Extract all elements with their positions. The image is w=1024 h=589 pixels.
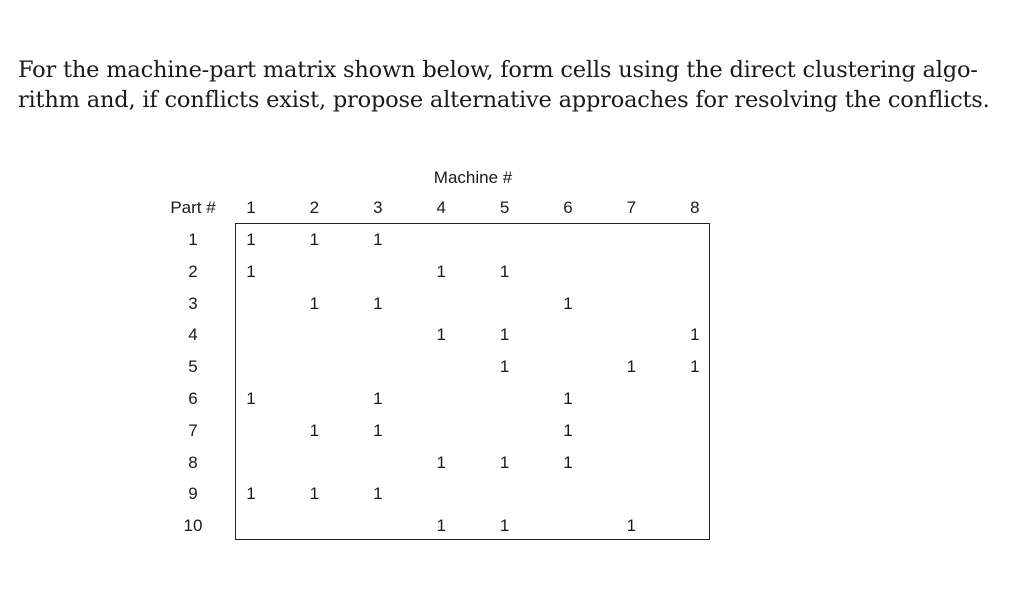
matrix-cell: 1 [373, 484, 383, 504]
matrix-cell: 1 [499, 325, 510, 345]
matrix-cell: 1 [436, 452, 446, 472]
matrix-cell: 1 [246, 484, 256, 504]
part-row-label: 9 [188, 484, 198, 504]
matrix-cell: 1 [690, 325, 700, 345]
matrix-cell: 1 [499, 452, 510, 472]
matrix-cell: 1 [373, 230, 383, 249]
part-row-label: 5 [188, 357, 198, 377]
problem-line-1: For the machine-part matrix shown below, form cells using the direct clustering algo- [18, 57, 978, 83]
machine-header: Machine # [433, 168, 513, 187]
problem-line-2: rithm and, if conflicts exist, propose alternative approaches for resolving the conflicts. [18, 87, 990, 113]
part-row-label: 4 [188, 325, 198, 345]
matrix-cell: 1 [563, 293, 573, 313]
matrix-cell: 1 [563, 452, 573, 472]
matrix-cell: 1 [246, 261, 256, 281]
matrix-cell: 1 [373, 293, 383, 313]
matrix-cell: 1 [246, 230, 256, 249]
part-header: Part # [170, 198, 216, 217]
part-row-label: 7 [188, 420, 198, 440]
matrix-cell: 1 [499, 516, 510, 536]
matrix-cell: 1 [436, 325, 446, 345]
machine-column-header: 1 [246, 198, 256, 217]
machine-column-header: 5 [499, 198, 510, 217]
matrix-cell: 1 [626, 357, 637, 377]
part-row-label: 1 [188, 230, 198, 249]
machine-column-header: 8 [690, 198, 700, 217]
part-row-label: 2 [188, 261, 198, 281]
matrix-cell: 1 [373, 420, 383, 440]
part-row-label: 6 [188, 389, 198, 408]
matrix-cell: 1 [373, 389, 383, 408]
matrix-cell: 1 [309, 484, 320, 504]
matrix-cell: 1 [499, 357, 510, 377]
matrix-cell: 1 [563, 420, 573, 440]
matrix-cell: 1 [499, 261, 510, 281]
matrix-cell: 1 [690, 357, 700, 377]
matrix-cell: 1 [563, 389, 573, 408]
machine-column-header: 7 [626, 198, 637, 217]
matrix-cell: 1 [246, 389, 256, 408]
matrix-border [235, 223, 710, 540]
machine-column-header: 4 [436, 198, 446, 217]
matrix-cell: 1 [436, 516, 446, 536]
part-row-label: 8 [188, 452, 198, 472]
matrix-cell: 1 [309, 420, 320, 440]
matrix-cell: 1 [436, 261, 446, 281]
part-row-label: 10 [183, 516, 203, 536]
machine-column-header: 2 [309, 198, 320, 217]
matrix-cell: 1 [309, 230, 320, 249]
matrix-cell: 1 [309, 293, 320, 313]
part-row-label: 3 [188, 293, 198, 313]
machine-column-header: 6 [563, 198, 573, 217]
machine-column-header: 3 [373, 198, 383, 217]
matrix-cell: 1 [626, 516, 637, 536]
